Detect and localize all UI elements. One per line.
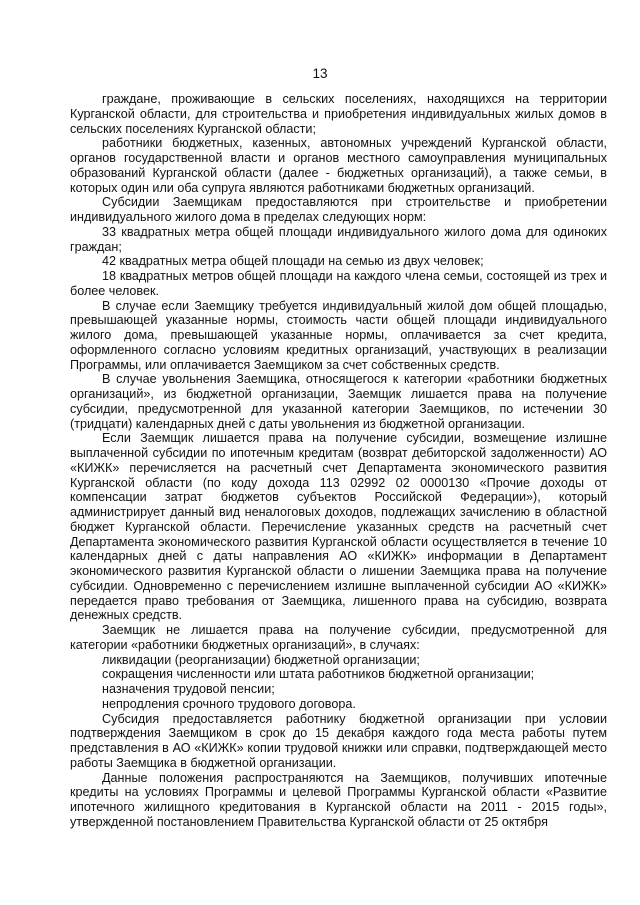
- paragraph-scope: Данные положения распространяются на Заемщиков, получивших ипотечные кредиты на условиях Программы и целевой Программы Курганской области «Развитие ипотечного жилищного кредитования в Курганской области на 2011 - 2015 годы», утвержденной постановлением Правительства Курганской области от 25 октября: [70, 770, 607, 829]
- page-number: 13: [312, 66, 328, 81]
- paragraph-budget-workers: работники бюджетных, казенных, автономных учреждений Курганской области, органов государственной власти и органов местного самоуправления муниципальных образований Курганской области (далее - бюджетных организаций), а также семьи, в которых один или оба супруга являются работниками бюджетных организаций.: [70, 136, 607, 195]
- paragraph-refund: Если Заемщик лишается права на получение субсидии, возмещение излишне выплаченной субсидии по ипотечным кредитам (возврат дебиторской задолженности) АО «КИЖК» перечисляется на расчетный счет Департамента экономического развития Курганской области (по коду дохода 113 02992 02 0000130 «Прочие доходы от компенсации затрат бюджетов субъектов Российской Федерации»), который администрирует данный вид неналоговых доходов, подлежащих зачислению в областной бюджет Курганской области. Перечисление указанных средств на расчетный счет Департамента экономического развития Курганской области осуществляется в течение 10 календарных дней с даты направления АО «КИЖК» информации в Департамент экономического развития Курганской области о лишении Заемщика права на получение субсидии. Одновременно с перечислением излишне выплаченной субсидии АО «КИЖК» передается право требования от Заемщика, лишенного права на субсидию, возврата денежных средств.: [70, 431, 607, 623]
- paragraph-employment-confirmation: Субсидия предоставляется работнику бюджетной организации при условии подтверждения Заемщиком в срок до 15 декабря каждого года места работы путем представления в АО «КИЖК» копии трудовой книжки или справки, подтверждающей место работы Заемщика в бюджетной организации.: [70, 711, 607, 770]
- paragraph-exception-liquidation: ликвидации (реорганизации) бюджетной организации;: [102, 652, 420, 667]
- paragraph-rural-citizens: граждане, проживающие в сельских поселениях, находящихся на территории Курганской области, для строительства и приобретения индивидуальных жилых домов в сельских поселениях Курганской области;: [70, 92, 607, 136]
- paragraph-exception-staff-reduction: сокращения численности или штата работников бюджетной организации;: [102, 667, 535, 682]
- paragraph-exception-pension: назначения трудовой пенсии;: [102, 682, 275, 696]
- document-body: [70, 92, 607, 830]
- paragraph-dismissal: В случае увольнения Заемщика, относящегося к категории «работники бюджетных организаций», из бюджетной организации, Заемщик лишается права на получение субсидии, предусмотренной для указанной категории Заемщиков, по истечении 30 (тридцати) календарных дней с даты увольнения из бюджетной организации.: [70, 372, 607, 431]
- paragraph-exceptions-intro: Заемщик не лишается права на получение субсидии, предусмотренной для категории «работники бюджетных организаций», в случаях:: [70, 623, 607, 652]
- paragraph-exception-contract: непродления срочного трудового договора.: [102, 696, 356, 711]
- paragraph-subsidy-norms: Субсидии Заемщикам предоставляются при строительстве и приобретении индивидуального жилого дома в пределах следующих норм:: [70, 195, 607, 224]
- paragraph-norm-three-plus: 18 квадратных метров общей площади на каждого члена семьи, состоящей из трех и более человек.: [70, 269, 607, 298]
- paragraph-excess-area: В случае если Заемщику требуется индивидуальный жилой дом общей площадью, превышающей указанные нормы, стоимость части общей площади индивидуального жилого дома, превышающей указанные нормы, оплачивается за счет кредита, оформленного согласно условиям кредитных организаций, участвующих в реализации Программы, или оплачивается Заемщиком за счет собственных средств.: [70, 298, 607, 372]
- paragraph-norm-single: 33 квадратных метра общей площади индивидуального жилого дома для одиноких граждан;: [70, 224, 607, 254]
- paragraph-norm-two-persons: 42 квадратных метра общей площади на семью из двух человек;: [102, 254, 484, 269]
